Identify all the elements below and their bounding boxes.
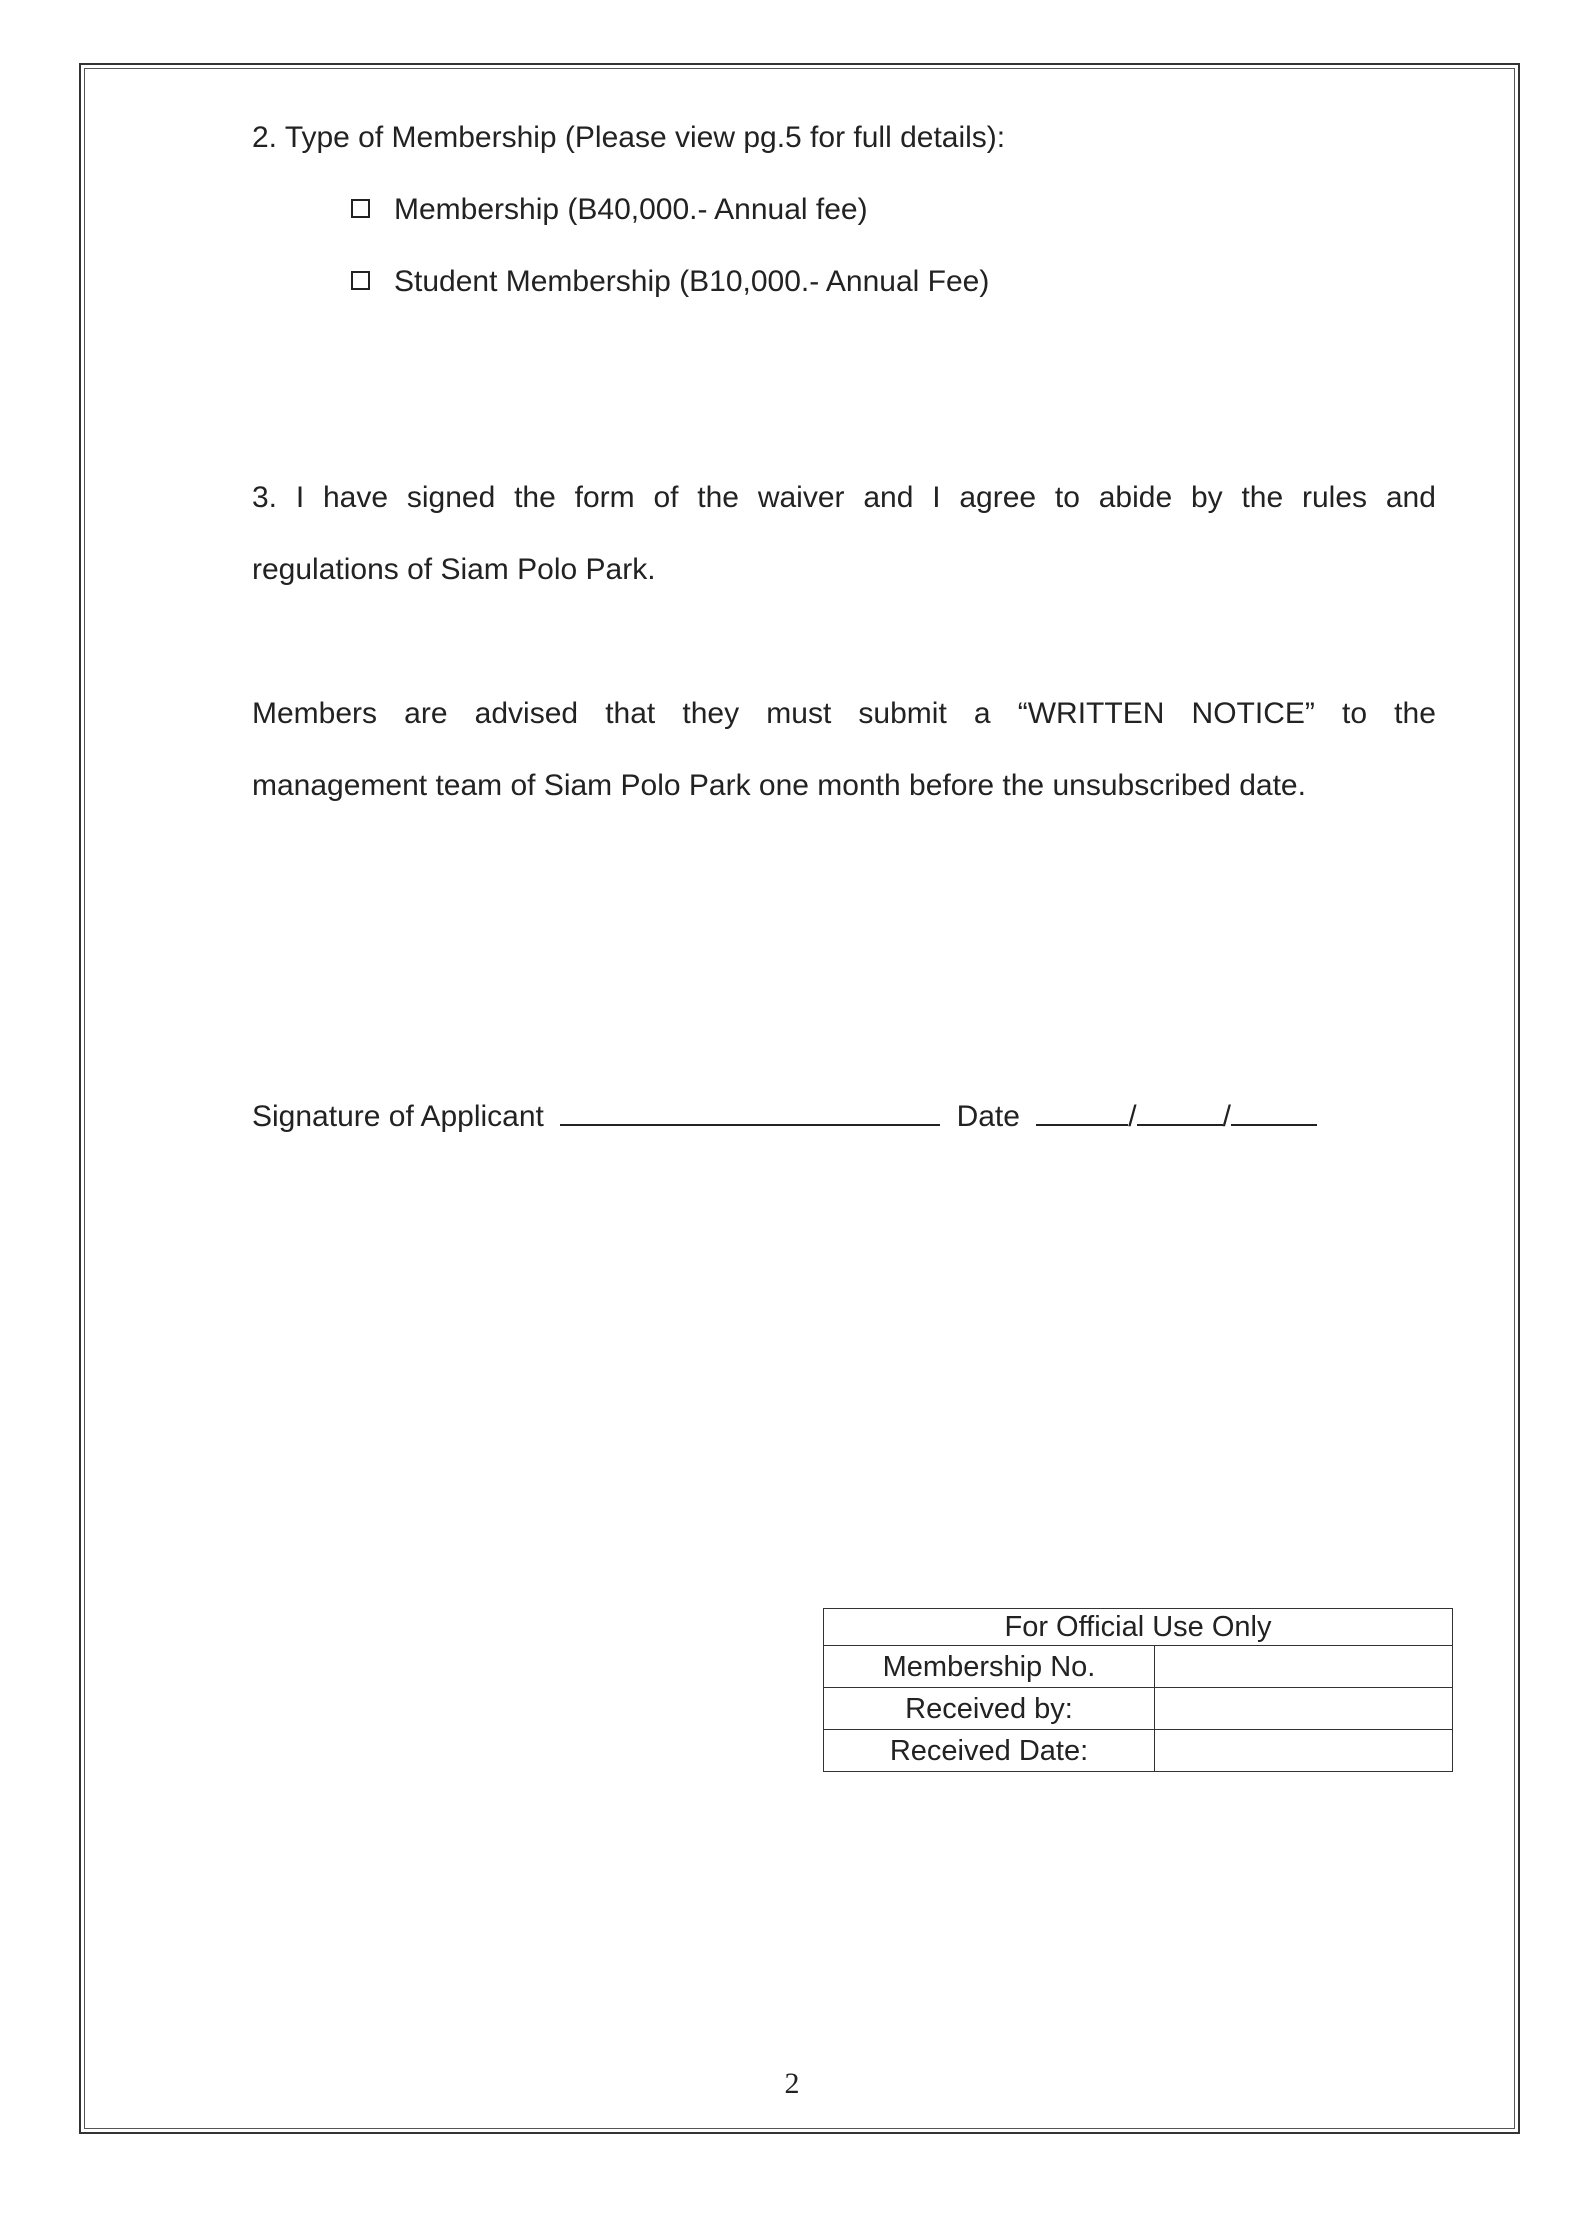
received-by-label: Received by:: [824, 1688, 1155, 1730]
word: have: [323, 481, 389, 514]
date-separator: /: [1222, 1100, 1231, 1133]
membership-option-label: Membership (B40,000.- Annual fee): [394, 193, 868, 226]
word: form: [574, 481, 635, 514]
table-row: [824, 1646, 1453, 1688]
received-by-value[interactable]: [1155, 1688, 1453, 1730]
notice-line-1: [252, 696, 1436, 732]
checkbox-icon[interactable]: [351, 271, 370, 290]
word: NOTICE”: [1191, 697, 1315, 730]
checkbox-icon[interactable]: [351, 199, 370, 218]
word: and: [863, 481, 914, 514]
word: abide: [1098, 481, 1173, 514]
official-use-table: [823, 1608, 1453, 1772]
word: they: [682, 697, 740, 730]
word: the: [514, 481, 556, 514]
word: the: [697, 481, 739, 514]
membership-no-label: Membership No.: [824, 1646, 1155, 1688]
word: the: [1394, 697, 1436, 730]
word: to: [1054, 481, 1080, 514]
signature-field[interactable]: [560, 1096, 940, 1126]
page-number: 2: [784, 2067, 800, 2100]
word: of: [653, 481, 679, 514]
word: I: [932, 481, 941, 514]
word: the: [1241, 481, 1284, 514]
notice-line-2: management team of Siam Polo Park one month before the unsubscribed date.: [252, 769, 1306, 802]
word: a: [973, 697, 991, 730]
word: that: [605, 697, 656, 730]
word: rules: [1302, 481, 1368, 514]
word: by: [1190, 481, 1223, 514]
student-membership-option[interactable]: [351, 264, 989, 300]
received-date-label: Received Date:: [824, 1730, 1155, 1772]
membership-type-heading: 2. Type of Membership (Please view pg.5 for full details):: [252, 121, 1006, 154]
date-separator: /: [1128, 1100, 1137, 1133]
word: submit: [858, 697, 947, 730]
word: agree: [959, 481, 1037, 514]
word: I: [295, 481, 305, 514]
word: Members: [252, 697, 378, 730]
word: “WRITTEN: [1017, 697, 1165, 730]
date-day-field[interactable]: [1036, 1096, 1128, 1126]
signature-label: Signature of Applicant: [252, 1100, 544, 1133]
word: and: [1385, 481, 1436, 514]
signature-row: [252, 1096, 1317, 1135]
date-year-field[interactable]: [1231, 1096, 1317, 1126]
waiver-statement-line-2: regulations of Siam Polo Park.: [252, 553, 656, 586]
date-label: Date: [956, 1100, 1020, 1133]
official-use-title: For Official Use Only: [824, 1609, 1453, 1646]
word: 3.: [252, 481, 278, 514]
date-month-field[interactable]: [1137, 1096, 1223, 1126]
word: signed: [406, 481, 496, 514]
word: are: [404, 697, 448, 730]
received-date-value[interactable]: [1155, 1730, 1453, 1772]
membership-no-value[interactable]: [1155, 1646, 1453, 1688]
table-row: [824, 1730, 1453, 1772]
table-row: [824, 1688, 1453, 1730]
waiver-statement-line-1: [252, 480, 1436, 516]
word: advised: [474, 697, 579, 730]
student-membership-option-label: Student Membership (B10,000.- Annual Fee): [394, 265, 990, 298]
word: to: [1342, 697, 1368, 730]
word: waiver: [757, 481, 845, 514]
membership-option[interactable]: [351, 192, 868, 228]
word: must: [766, 697, 832, 730]
